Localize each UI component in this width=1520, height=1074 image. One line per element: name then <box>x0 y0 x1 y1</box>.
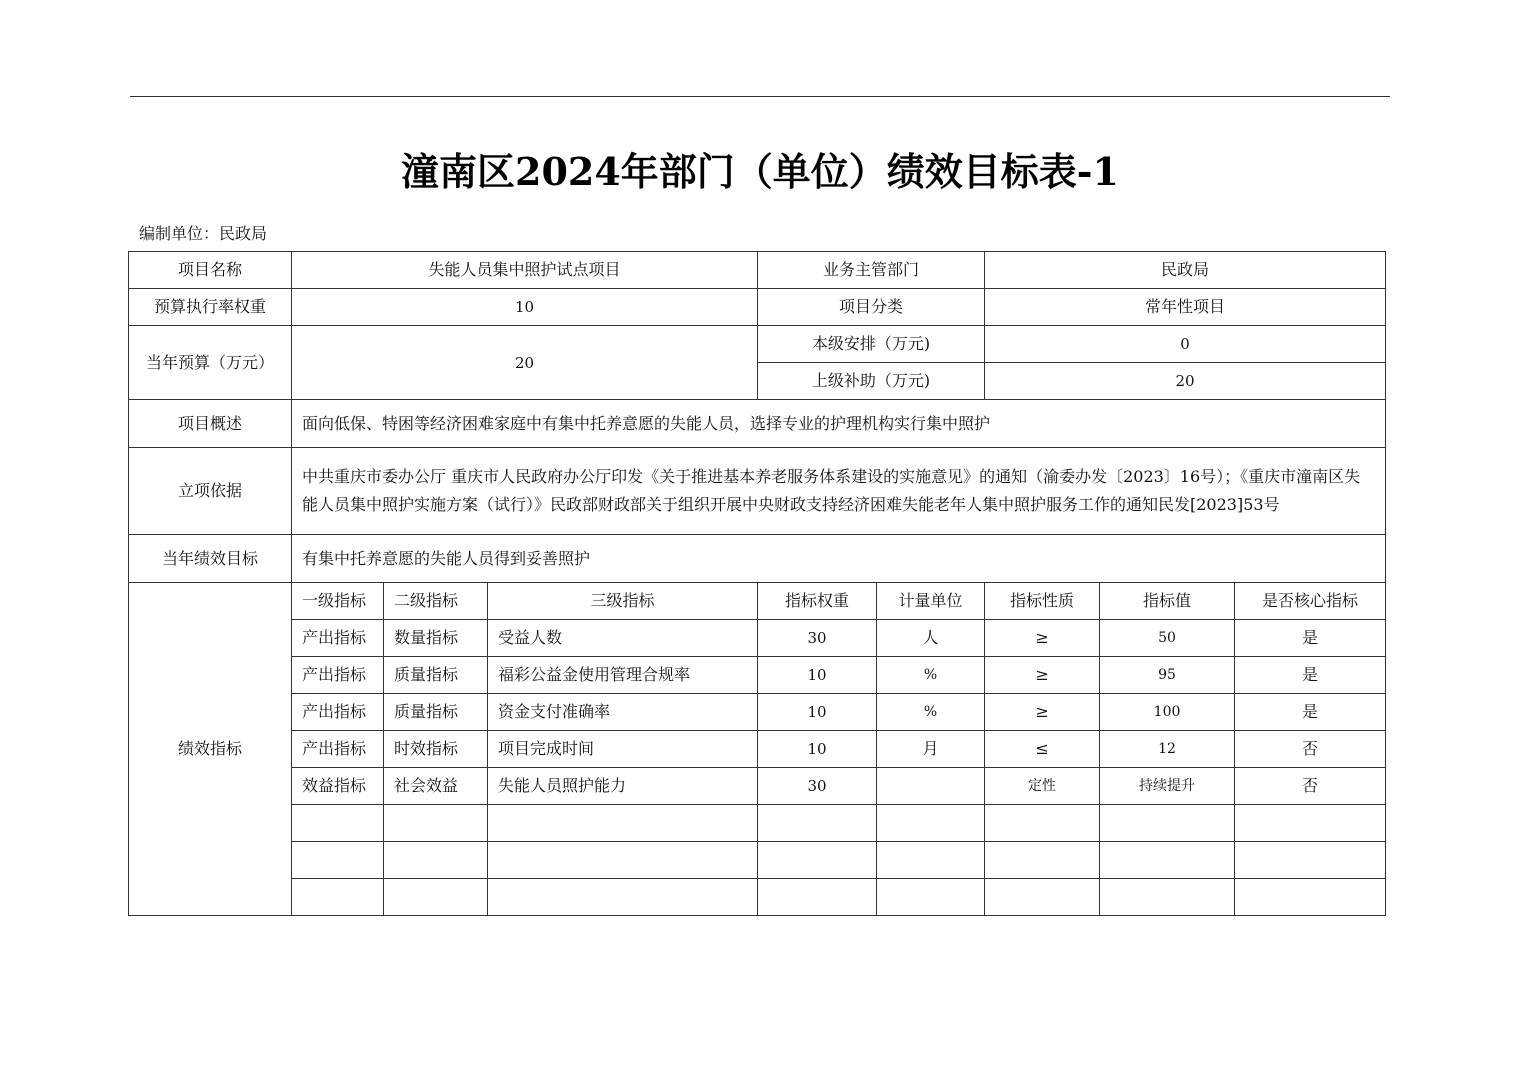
header-level1: 一级指标 <box>292 583 384 620</box>
level2-cell: 社会效益 <box>384 768 488 805</box>
empty-cell <box>292 879 384 916</box>
empty-cell <box>1235 805 1386 842</box>
unit-cell: 月 <box>877 731 985 768</box>
empty-cell <box>488 879 758 916</box>
value-cell: 50 <box>1100 620 1235 657</box>
overview-value: 面向低保、特困等经济困难家庭中有集中托养意愿的失能人员，选择专业的护理机构实行集中照护 <box>292 400 1386 448</box>
row-goal <box>129 535 1386 583</box>
performance-target-table <box>128 251 1386 916</box>
level3-cell: 福彩公益金使用管理合规率 <box>488 657 758 694</box>
value-cell: 95 <box>1100 657 1235 694</box>
category-label: 项目分类 <box>758 289 985 326</box>
weight-cell: 30 <box>758 620 877 657</box>
compiling-unit: 编制单位：民政局 <box>139 224 268 243</box>
header-level3: 三级指标 <box>488 583 758 620</box>
value-cell: 持续提升 <box>1100 768 1235 805</box>
exec-weight-value: 10 <box>292 289 758 326</box>
indicator-row <box>129 657 1386 694</box>
empty-cell <box>488 842 758 879</box>
empty-cell <box>877 805 985 842</box>
empty-indicator-row <box>129 879 1386 916</box>
goal-label: 当年绩效目标 <box>129 535 292 583</box>
indicator-row <box>129 694 1386 731</box>
empty-cell <box>758 879 877 916</box>
goal-value: 有集中托养意愿的失能人员得到妥善照护 <box>292 535 1386 583</box>
core-cell: 是 <box>1235 694 1386 731</box>
header-weight: 指标权重 <box>758 583 877 620</box>
value-cell: 12 <box>1100 731 1235 768</box>
nature-cell: ≥ <box>985 657 1100 694</box>
page-title: 潼南区2024年部门（单位）绩效目标表-1 <box>401 149 1119 194</box>
empty-cell <box>877 879 985 916</box>
upper-label: 上级补助（万元) <box>758 363 985 400</box>
level3-cell: 受益人数 <box>488 620 758 657</box>
level2-cell: 时效指标 <box>384 731 488 768</box>
basis-label: 立项依据 <box>129 448 292 535</box>
level2-cell: 数量指标 <box>384 620 488 657</box>
row-overview <box>129 400 1386 448</box>
empty-cell <box>758 805 877 842</box>
header-unit: 计量单位 <box>877 583 985 620</box>
nature-cell: ≤ <box>985 731 1100 768</box>
level3-cell: 资金支付准确率 <box>488 694 758 731</box>
core-cell: 否 <box>1235 768 1386 805</box>
header-value: 指标值 <box>1100 583 1235 620</box>
empty-cell <box>292 842 384 879</box>
empty-cell <box>758 842 877 879</box>
nature-cell: ≥ <box>985 620 1100 657</box>
unit-cell: % <box>877 657 985 694</box>
level1-cell: 产出指标 <box>292 657 384 694</box>
empty-cell <box>1235 842 1386 879</box>
level3-cell: 项目完成时间 <box>488 731 758 768</box>
empty-cell <box>488 805 758 842</box>
overview-label: 项目概述 <box>129 400 292 448</box>
dept-label: 业务主管部门 <box>758 252 985 289</box>
row-basis <box>129 448 1386 535</box>
core-cell: 是 <box>1235 657 1386 694</box>
empty-cell <box>384 879 488 916</box>
empty-cell <box>384 842 488 879</box>
local-value: 0 <box>985 326 1386 363</box>
weight-cell: 10 <box>758 731 877 768</box>
header-level2: 二级指标 <box>384 583 488 620</box>
weight-cell: 30 <box>758 768 877 805</box>
indicator-header-row <box>129 583 1386 620</box>
budget-label: 当年预算（万元） <box>129 326 292 400</box>
empty-cell <box>1100 879 1235 916</box>
level1-cell: 产出指标 <box>292 731 384 768</box>
upper-value: 20 <box>985 363 1386 400</box>
empty-cell <box>1235 879 1386 916</box>
header-core: 是否核心指标 <box>1235 583 1386 620</box>
weight-cell: 10 <box>758 694 877 731</box>
level2-cell: 质量指标 <box>384 657 488 694</box>
category-value: 常年性项目 <box>985 289 1386 326</box>
nature-cell: ≥ <box>985 694 1100 731</box>
level1-cell: 产出指标 <box>292 694 384 731</box>
core-cell: 是 <box>1235 620 1386 657</box>
level1-cell: 产出指标 <box>292 620 384 657</box>
value-cell: 100 <box>1100 694 1235 731</box>
header-rule <box>130 96 1390 97</box>
empty-cell <box>985 879 1100 916</box>
project-name-label: 项目名称 <box>129 252 292 289</box>
budget-value: 20 <box>292 326 758 400</box>
core-cell: 否 <box>1235 731 1386 768</box>
empty-cell <box>1100 805 1235 842</box>
level2-cell: 质量指标 <box>384 694 488 731</box>
unit-cell <box>877 768 985 805</box>
row-exec-weight <box>129 289 1386 326</box>
project-name-value: 失能人员集中照护试点项目 <box>292 252 758 289</box>
empty-cell <box>1100 842 1235 879</box>
local-label: 本级安排（万元) <box>758 326 985 363</box>
empty-cell <box>384 805 488 842</box>
header-nature: 指标性质 <box>985 583 1100 620</box>
exec-weight-label: 预算执行率权重 <box>129 289 292 326</box>
empty-indicator-row <box>129 842 1386 879</box>
indicator-row <box>129 768 1386 805</box>
unit-cell: % <box>877 694 985 731</box>
row-project-name <box>129 252 1386 289</box>
empty-cell <box>292 805 384 842</box>
empty-cell <box>877 842 985 879</box>
unit-cell: 人 <box>877 620 985 657</box>
indicator-row <box>129 731 1386 768</box>
level3-cell: 失能人员照护能力 <box>488 768 758 805</box>
empty-indicator-row <box>129 805 1386 842</box>
indicators-section-label: 绩效指标 <box>129 583 292 916</box>
nature-cell: 定性 <box>985 768 1100 805</box>
indicator-row <box>129 620 1386 657</box>
level1-cell: 效益指标 <box>292 768 384 805</box>
basis-value: 中共重庆市委办公厅 重庆市人民政府办公厅印发《关于推进基本养老服务体系建设的实施意见》的通知（渝委办发〔2023〕16号）；《重庆市潼南区失能人员集中照护实施方案（试行）》民政部财政部关于组织开展中央财政支持经济困难失能老年人集中照护服务工作的通知民发[2023]53号 <box>292 448 1386 535</box>
empty-cell <box>985 805 1100 842</box>
dept-value: 民政局 <box>985 252 1386 289</box>
empty-cell <box>985 842 1100 879</box>
weight-cell: 10 <box>758 657 877 694</box>
row-budget-local <box>129 326 1386 363</box>
